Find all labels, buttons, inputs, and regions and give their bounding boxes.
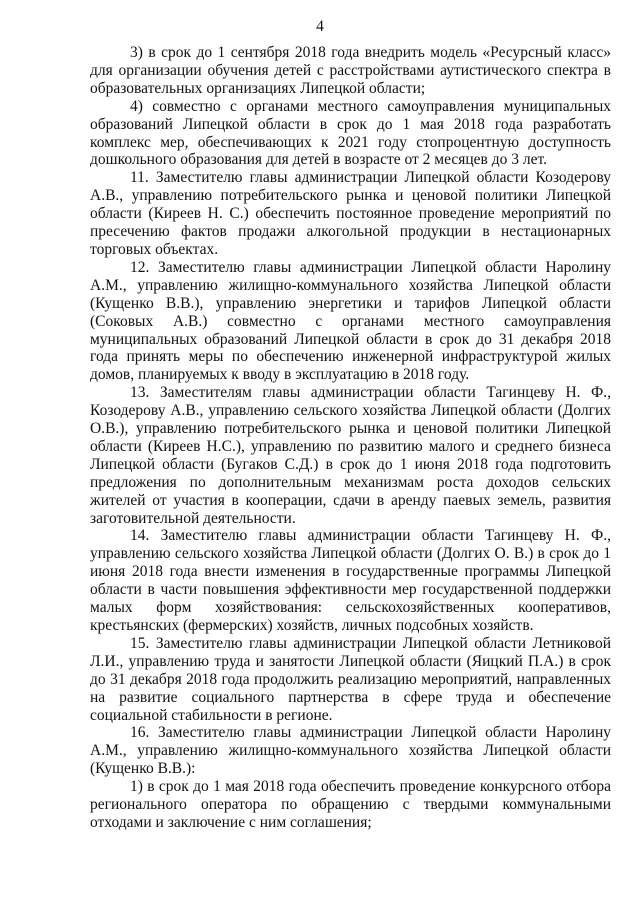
page-number: 4 (316, 18, 324, 35)
paragraph-13: 13. Заместителям главы администрации области Тагинцеву Н. Ф., Козодерову А.В., управлению сельского хозяйства Липецкой области (Долгих О.В.), управлению потребительского рынка и ценовой политики Липецкой области (Киреев Н.С.), управлению по развитию малого и среднего бизнеса Липецкой области (Бугаков С.Д.) в срок до 1 июня 2018 года подготовить предложения по дополнительным механизмам роста доходов сельских жителей от участия в кооперации, сдачи в аренду паевых земель, развития заготовительной деятельности. (90, 384, 611, 527)
paragraph-item-4: 4) совместно с органами местного самоуправления муниципальных образований Липецкой области в срок до 1 мая 2018 года разработать комплекс мер, обеспечивающих к 2021 году стопроцентную доступность дошкольного образования для детей в возрасте от 2 месяцев до 3 лет. (90, 97, 611, 169)
paragraph-16: 16. Заместителю главы администрации Липецкой области Наролину А.М., управлению жилищно-коммунального хозяйства Липецкой области (Кущенко В.В.): (90, 724, 611, 778)
paragraph-12: 12. Заместителю главы администрации Липецкой области Наролину А.М., управлению жилищно-коммунального хозяйства Липецкой области (Кущенко В.В.), управлению энергетики и тарифов Липецкой области (Соковых А.В.) совместно с органами местного самоуправления муниципальных образований Липецкой области в срок до 31 декабря 2018 года принять меры по обеспечению инженерной инфраструктурой жилых домов, планируемых к вводу в эксплуатацию в 2018 году. (90, 258, 611, 384)
paragraph-16-item-1: 1) в срок до 1 мая 2018 года обеспечить проведение конкурсного отбора регионального оператора по обращению с твердыми коммунальными отходами и заключение с ним соглашения; (90, 778, 611, 831)
paragraph-11: 11. Заместителю главы администрации Липецкой области Козодерову А.В., управлению потребительского рынка и ценовой политики Липецкой области (Киреев Н. С.) обеспечить постоянное проведение мероприятий по пресечению фактов продажи алкогольной продукции в нестационарных торговых объектах. (90, 169, 611, 258)
paragraph-item-3: 3) в срок до 1 сентября 2018 года внедрить модель «Ресурсный класс» для организации обучения детей с расстройствами аутистического спектра в образовательных организациях Липецкой области; (90, 44, 611, 97)
document-body (90, 44, 611, 832)
paragraph-15: 15. Заместителю главы администрации Липецкой области Летниковой Л.И., управлению труда и занятости Липецкой области (Яицкий П.А.) в срок до 31 декабря 2018 года продолжить реализацию мероприятий, направленных на развитие социального партнерства в сфере труда и обеспечение социальной стабильности в регионе. (90, 634, 611, 724)
paragraph-14: 14. Заместителю главы администрации области Тагинцеву Н. Ф., управлению сельского хозяйства Липецкой области (Долгих О. В.) в срок до 1 июня 2018 года внести изменения в государственные программы Липецкой области в части повышения эффективности мер государственной поддержки малых форм хозяйствования: сельскохозяйственных кооперативов, крестьянских (фермерских) хозяйств, личных подсобных хозяйств. (90, 527, 611, 634)
